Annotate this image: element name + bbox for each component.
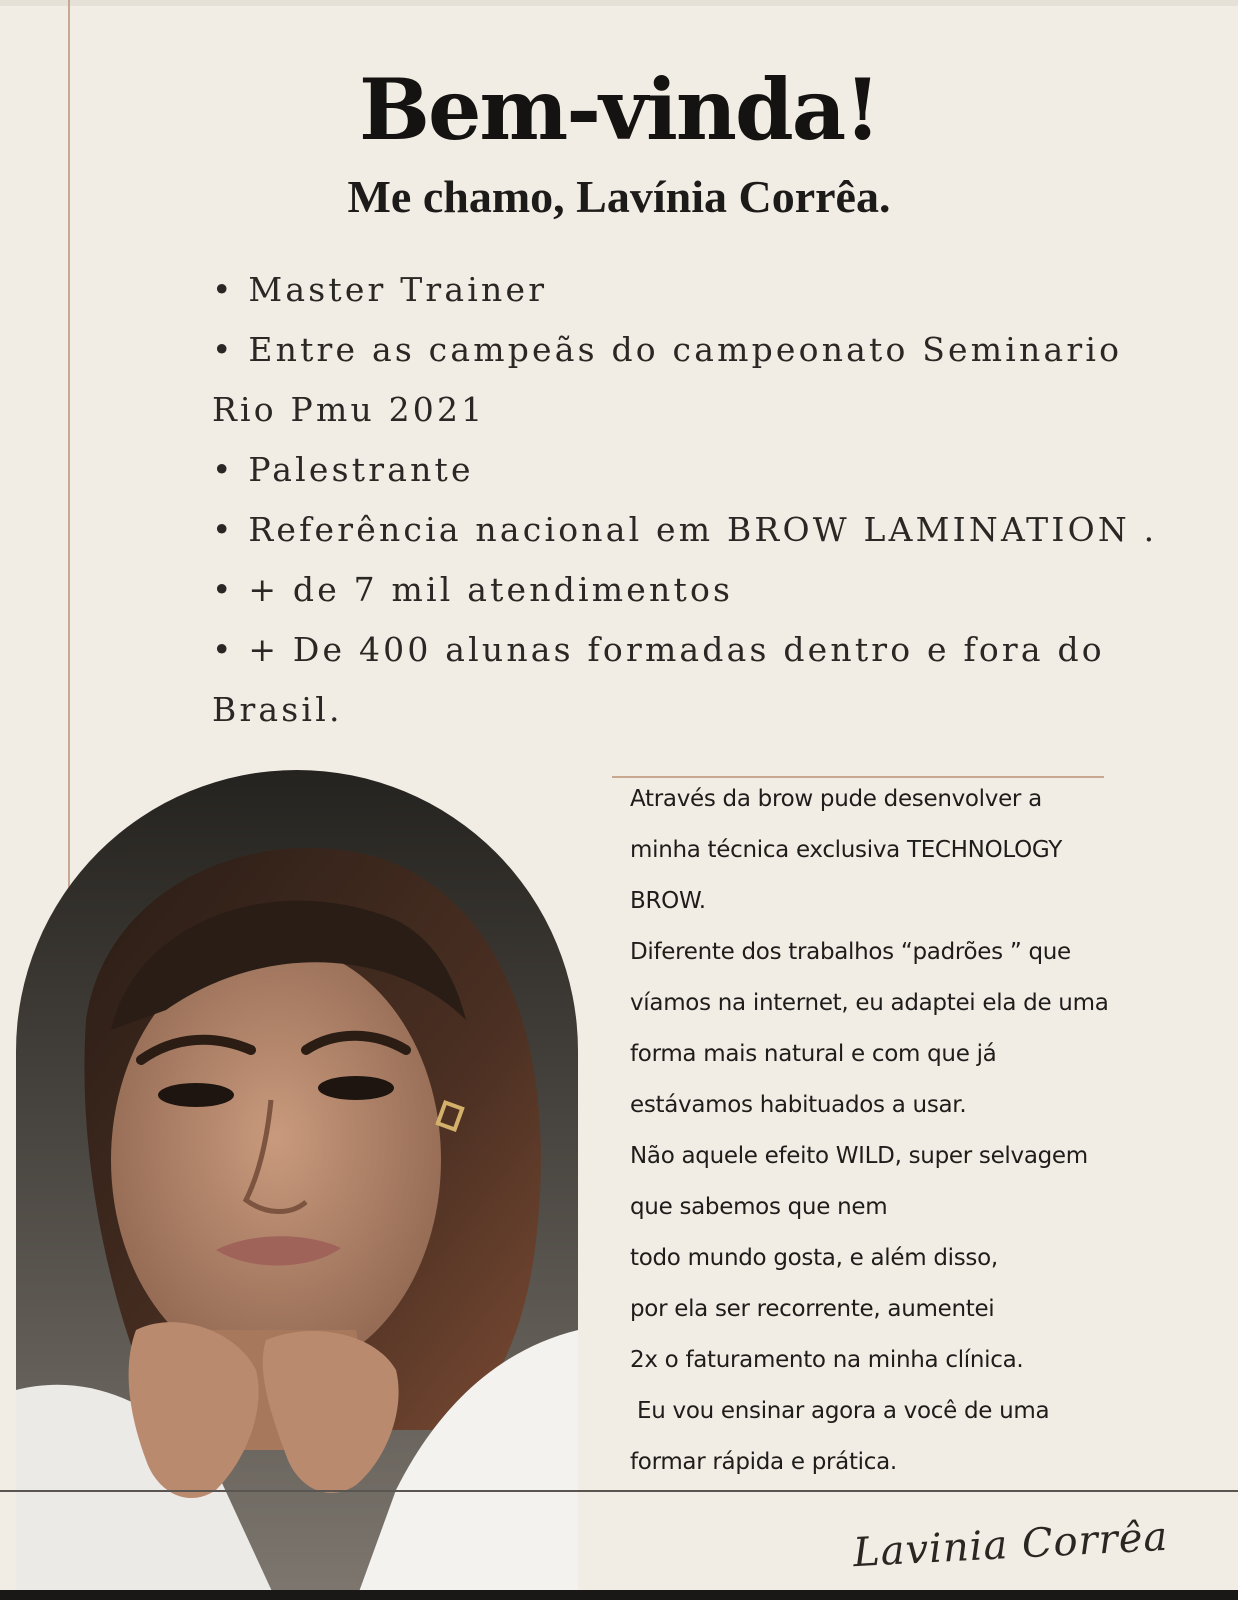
credential-line: • Entre as campeãs do campeonato Seminario [212, 330, 1123, 369]
credential-line: Rio Pmu 2021 [212, 390, 486, 429]
credential-line: Brasil. [212, 690, 343, 729]
story-line: formar rápida e prática. [630, 1449, 897, 1475]
story-line: víamos na internet, eu adaptei ela de uma [630, 990, 1109, 1016]
top-edge [0, 0, 1238, 6]
credential-line: • Referência nacional em BROW LAMINATION . [212, 510, 1158, 549]
signature: Lavinia Corrêa [851, 1513, 1169, 1577]
story-line: por ela ser recorrente, aumentei [630, 1296, 995, 1322]
story-line: Através da brow pude desenvolver a [630, 786, 1042, 812]
story-line: minha técnica exclusiva TECHNOLOGY [630, 837, 1063, 863]
story-line: Eu vou ensinar agora a você de uma [630, 1398, 1050, 1424]
credential-line: • Master Trainer [212, 270, 548, 309]
portrait-photo [16, 770, 578, 1600]
story-line: BROW. [630, 888, 706, 914]
story-paragraph [630, 774, 1210, 1488]
credentials-list [212, 260, 1202, 740]
story-line: que sabemos que nem [630, 1194, 888, 1220]
bottom-rule [0, 1490, 1238, 1492]
credential-line: • + de 7 mil atendimentos [212, 570, 734, 609]
credential-line: • + De 400 alunas formadas dentro e fora do [212, 630, 1105, 669]
credential-line: • Palestrante [212, 450, 474, 489]
bottom-band [0, 1590, 1238, 1600]
story-line: 2x o faturamento na minha clínica. [630, 1347, 1024, 1373]
story-line: Diferente dos trabalhos “padrões ” que [630, 939, 1071, 965]
story-line: estávamos habituados a usar. [630, 1092, 967, 1118]
portrait-illustration [16, 770, 578, 1600]
page-subtitle: Me chamo, Lavínia Corrêa. [347, 171, 891, 222]
story-line: Não aquele efeito WILD, super selvagem [630, 1143, 1088, 1169]
story-line: todo mundo gosta, e além disso, [630, 1245, 998, 1271]
page-title: Bem-vinda! [358, 60, 879, 159]
story-line: forma mais natural e com que já [630, 1041, 997, 1067]
